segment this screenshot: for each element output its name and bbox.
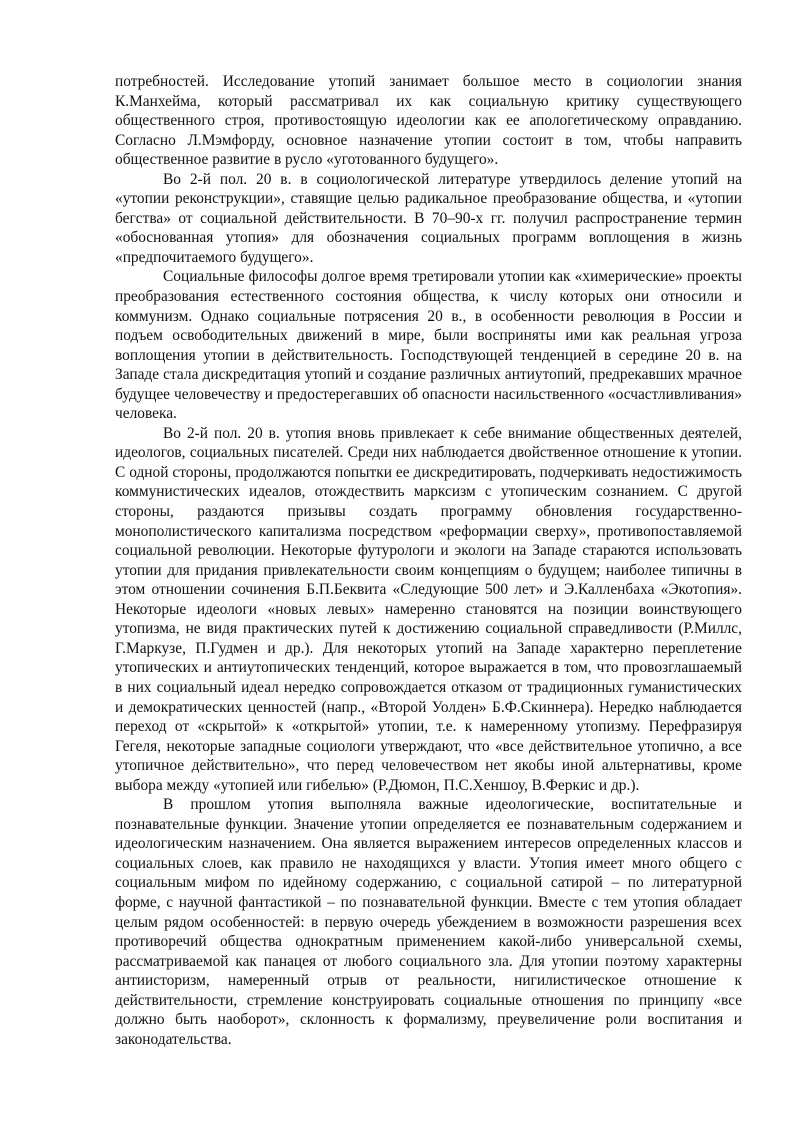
- paragraph-1: потребностей. Исследование утопий занимает большое место в социологии знания К.Манхейма, который рассматривал их как социальную критику существующего общественного строя, противостоящую идеологии как ее апологетическому оправданию. Согласно Л.Мэмфорду, основное назначение утопии состоит в том, чтобы направить общественное развитие в русло «уготованного будущего».: [115, 73, 742, 169]
- paragraph-2: Во 2-й пол. 20 в. в социологической литературе утвердилось деление утопий на «утопии реконструкции», ставящие целью радикальное преобразование общества, и «утопии бегства» от социальной действительности. В 70–90-х гг. получил распространение термин «обоснованная утопия» для обозначения социальных программ воплощения в жизнь «предпочитаемого будущего».: [115, 170, 742, 266]
- document-body: [115, 72, 742, 1049]
- paragraph-3: Социальные философы долгое время третировали утопии как «химерические» проекты преобразования естественного состояния общества, к числу которых они относили и коммунизм. Однако социальные потрясения 20 в., в особенности революция в России и подъем освободительных движений в мире, были восприняты ими как реальная угроза воплощения утопии в действительность. Господствующей тенденцией в середине 20 в. на Западе стала дискредитация утопий и создание различных антиутопий, предрекавших мрачное будущее человечеству и предостерегавших об опасности насильственного «осчастливливания» человека.: [115, 268, 742, 423]
- paragraph-4: Во 2-й пол. 20 в. утопия вновь привлекает к себе внимание общественных деятелей, идеологов, социальных писателей. Среди них наблюдается двойственное отношение к утопии. С одной стороны, продолжаются попытки ее дискредитировать, подчеркивать недостижимость коммунистических идеалов, отождествить марксизм с утопическим сознанием. С другой стороны, раздаются призывы создать программу обновления государственно-монополистического капитализма посредством «реформации сверху», противопоставляемой социальной революции. Некоторые футурологи и экологи на Западе стараются использовать утопии для придания привлекательности своим концепциям о будущем; наиболее типичны в этом отношении сочинения Б.П.Беквита «Следующие 500 лет» и Э.Калленбаха «Экотопия». Некоторые идеологи «новых левых» намеренно становятся на позиции воинствующего утопизма, не видя практических путей к достижению социальной справедливости (Р.Миллс, Г.Маркузе, П.Гудмен и др.). Для некоторых утопий на Западе характерно переплетение утопических и антиутопических тенденций, которое выражается в том, что провозглашаемый в них социальный идеал нередко сопровождается отказом от традиционных гуманистических и демократических ценностей (напр., «Второй Уолден» Б.Ф.Скиннера). Нередко наблюдается переход от «скрытой» к «открытой» утопии, т.е. к намеренному утопизму. Перефразируя Гегеля, некоторые западные социологи утверждают, что «все действительное утопично, а все утопичное действительно», что перед человечеством нет якобы иной альтернативы, кроме выбора между «утопией или гибелью» (Р.Дюмон, П.С.Хеншоу, В.Феркис и др.).: [115, 424, 742, 794]
- paragraph-5: В прошлом утопия выполняла важные идеологические, воспитательные и познавательные функции. Значение утопии определяется ее познавательным содержанием и идеологическим назначением. Она является выражением интересов определенных классов и социальных слоев, как правило не находящихся у власти. Утопия имеет много общего с социальным мифом по идейному содержанию, с социальной сатирой – по литературной форме, с научной фантастикой – по познавательной функции. Вместе с тем утопия обладает целым рядом особенностей: в первую очередь убеждением в возможности разрешения всех противоречий общества однократным применением какой-либо универсальной схемы, рассматриваемой как панацея от любого социального зла. Для утопии поэтому характерны антиисторизм, намеренный отрыв от реальности, нигилистическое отношение к действительности, стремление конструировать социальные отношения по принципу «все должно быть наоборот», склонность к формализму, преувеличение роли воспитания и законодательства.: [115, 796, 742, 1048]
